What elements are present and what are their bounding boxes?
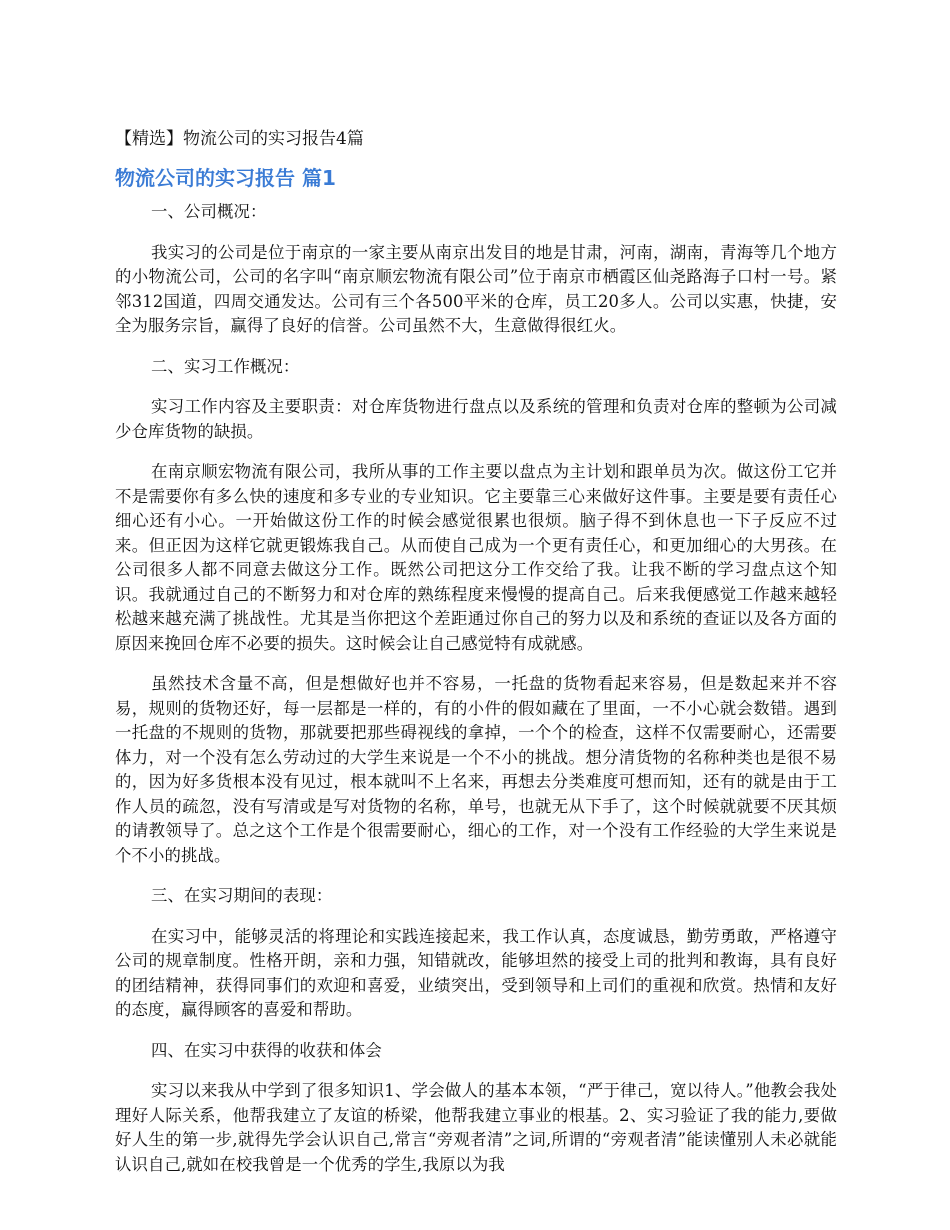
subheading-performance: 三、在实习期间的表现： [151, 886, 333, 905]
paragraph-work-details: 在南京顺宏物流有限公司，我所从事的工作主要以盘点为主计划和跟单员为次。做这份工它并不是需要你有多么快的速度和多专业的专业知识。它主要靠三心来做好这件事。主要是要有责任心细心还有小心。一开始做这份工作的时候会感觉很累也很烦。脑子得不到休息也一下子反应不过来。但正因为这样它就更锻炼我自己。从而使自己成为一个更有责任心，和更加细心的大男孩。在公司很多人都不同意去做这分工作。既然公司把这分工作交给了我。让我不断的学习盘点这个知识。我就通过自己的不断努力和对仓库的熟练程度来慢慢的提高自己。后来我便感觉工作越来越轻松越来越充满了挑战性。尤其是当你把这个差距通过你自己的努力以及和系统的查证以及各方面的原因来挽回仓库不必要的损失。这时候会让自己感觉特有成就感。 [115, 462, 837, 653]
paragraph-gains: 实习以来我从中学到了很多知识1、学会做人的基本本领，“严于律己，宽以待人。”他教会我处理好人际关系，他帮我建立了友谊的桥梁，他帮我建立事业的根基。2、实习验证了我的能力,要做好人生的第一步,就得先学会认识自己,常言“旁观者清”之词,所谓的“旁观者清”能读懂别人未必就能认识自己,就如在校我曾是一个优秀的学生,我原以为我 [115, 1081, 837, 1174]
subheading-company-overview: 一、公司概况： [151, 202, 267, 221]
document-title: 【精选】物流公司的实习报告4篇 [115, 129, 364, 149]
paragraph-duties: 实习工作内容及主要职责：对仓库货物进行盘点以及系统的管理和负责对仓库的整顿为公司减少仓库货物的缺损。 [115, 397, 837, 441]
section-heading: 物流公司的实习报告 篇1 [115, 166, 336, 190]
paragraph-company-description: 我实习的公司是位于南京的一家主要从南京出发目的地是甘肃，河南，湖南，青海等几个地方的小物流公司，公司的名字叫“南京顺宏物流有限公司”位于南京市栖霞区仙尧路海子口村一号。紧邻312国道，四周交通发达。公司有三个各500平米的仓库，员工20多人。公司以实惠，快捷，安全为服务宗旨，赢得了良好的信誉。公司虽然不大，生意做得很红火。 [115, 242, 837, 335]
paragraph-challenges: 虽然技术含量不高，但是想做好也并不容易，一托盘的货物看起来容易，但是数起来并不容易，规则的货物还好，每一层都是一样的，有的小件的假如藏在了里面，一不小心就会数错。遇到一托盘的不规则的货物，那就要把那些碍视线的拿掉，一个个的检查，这样不仅需要耐心，还需要体力，对一个没有怎么劳动过的大学生来说是一个不小的挑战。想分清货物的名称种类也是很不易的，因为好多货根本没有见过，根本就叫不上名来，再想去分类难度可想而知，还有的就是由于工作人员的疏忽，没有写清或是写对货物的名称，单号，也就无从下手了，这个时候就就要不厌其烦的请教领导了。总之这个工作是个很需要耐心，细心的工作，对一个没有工作经验的大学生来说是个不小的挑战。 [115, 674, 837, 865]
paragraph-performance: 在实习中，能够灵活的将理论和实践连接起来，我工作认真，态度诚恳，勤劳勇敢，严格遵守公司的规章制度。性格开朗，亲和力强，知错就改，能够坦然的接受上司的批判和教诲，具有良好的团结精神，获得同事们的欢迎和喜爱，业绩突出，受到领导和上司们的重视和欣赏。热情和友好的态度，赢得顾客的喜爱和帮助。 [115, 926, 837, 1019]
subheading-gains: 四、在实习中获得的收获和体会 [151, 1040, 382, 1060]
document-body [115, 200, 837, 1193]
subheading-work-overview: 二、实习工作概况： [151, 356, 300, 376]
